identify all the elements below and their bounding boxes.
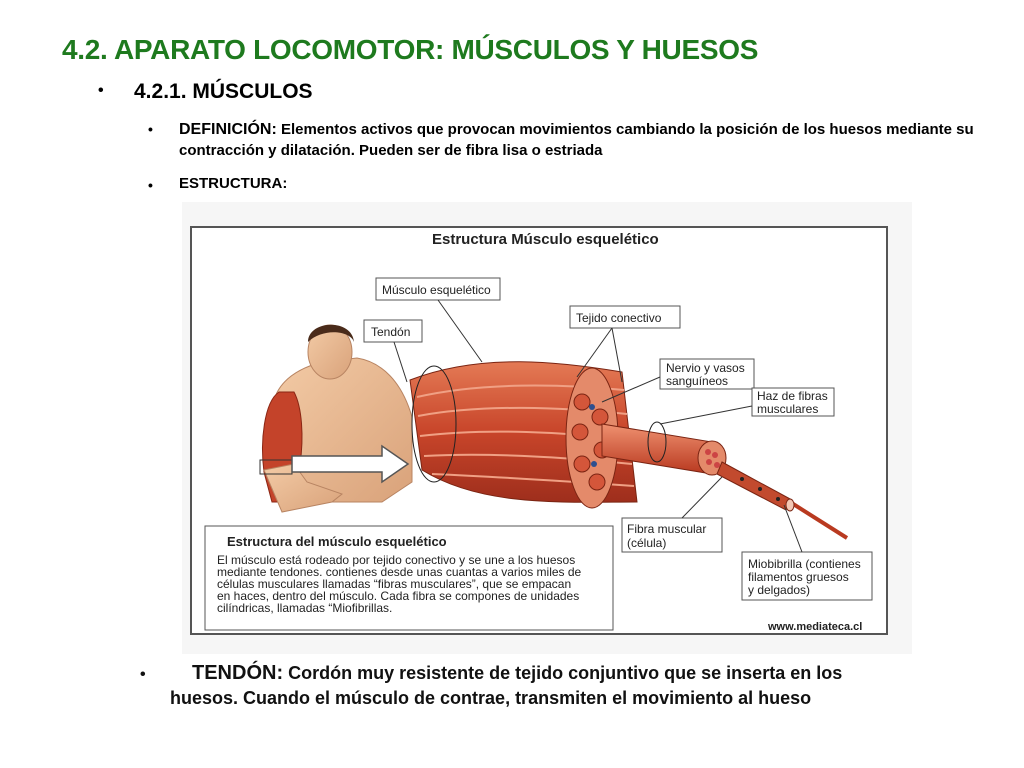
- muscle-structure-diagram: [182, 202, 912, 654]
- svg-text:Tendón: Tendón: [371, 325, 411, 339]
- bullet-dot: •: [148, 177, 153, 193]
- svg-text:Tejido conectivo: Tejido conectivo: [576, 311, 662, 325]
- info-line: células musculares llamadas “fibras musculares”, que se empacan: [217, 577, 572, 591]
- info-line: cilíndricas, llamadas “Miofibrillas.: [217, 601, 393, 615]
- svg-text:Nervio y vasos: Nervio y vasos: [666, 361, 745, 375]
- svg-text:sanguíneos: sanguíneos: [666, 374, 729, 388]
- svg-text:Haz de fibras: Haz de fibras: [757, 389, 828, 403]
- svg-text:Miobibrilla (contienes: Miobibrilla (contienes: [748, 557, 861, 571]
- tendon-line-2: huesos. Cuando el músculo de contrae, transmiten el movimiento al hueso: [170, 688, 812, 708]
- svg-text:Fibra muscular: Fibra muscular: [627, 522, 707, 536]
- definition-body: Elementos activos que provocan movimientos cambiando la posición de los huesos mediante su contracción y dilatación. Pueden ser de fibra lisa o estriada: [179, 121, 974, 159]
- info-line: en haces, dentro del músculo. Cada fibra se compones de unidades: [217, 589, 580, 603]
- diagram-title: Estructura Músculo esquelético: [432, 231, 659, 248]
- tendon-line-1: [192, 662, 842, 685]
- credit-text: www.mediateca.cl: [768, 621, 863, 633]
- svg-text:y delgados): y delgados): [748, 583, 811, 597]
- section-heading: 4.2.1. MÚSCULOS: [134, 80, 313, 103]
- info-line: mediante tendones. contienes desde unas cuantas a varios miles de: [217, 565, 582, 579]
- svg-text:musculares: musculares: [757, 402, 819, 416]
- definition-text: [179, 119, 999, 161]
- bullet-dot: •: [98, 82, 104, 99]
- info-line: El músculo está rodeado por tejido conectivo y se une a los huesos: [217, 553, 576, 567]
- info-box: [205, 526, 613, 630]
- tendon-term: TENDÓN:: [192, 662, 284, 684]
- slide-title: 4.2. APARATO LOCOMOTOR: MÚSCULOS Y HUESOS: [62, 34, 759, 65]
- bullet-dot: •: [140, 666, 146, 683]
- tendon-text-1: Cordón muy resistente de tejido conjuntivo que se inserta en los: [283, 663, 843, 683]
- svg-text:(célula): (célula): [627, 536, 667, 550]
- bullet-dot: •: [148, 121, 153, 137]
- definition-term: DEFINICIÓN:: [179, 121, 277, 138]
- info-heading: Estructura del músculo esquelético: [227, 534, 447, 549]
- svg-text:Músculo esquelético: Músculo esquelético: [382, 283, 491, 297]
- svg-text:filamentos gruesos: filamentos gruesos: [748, 570, 849, 584]
- structure-label: ESTRUCTURA:: [179, 175, 288, 192]
